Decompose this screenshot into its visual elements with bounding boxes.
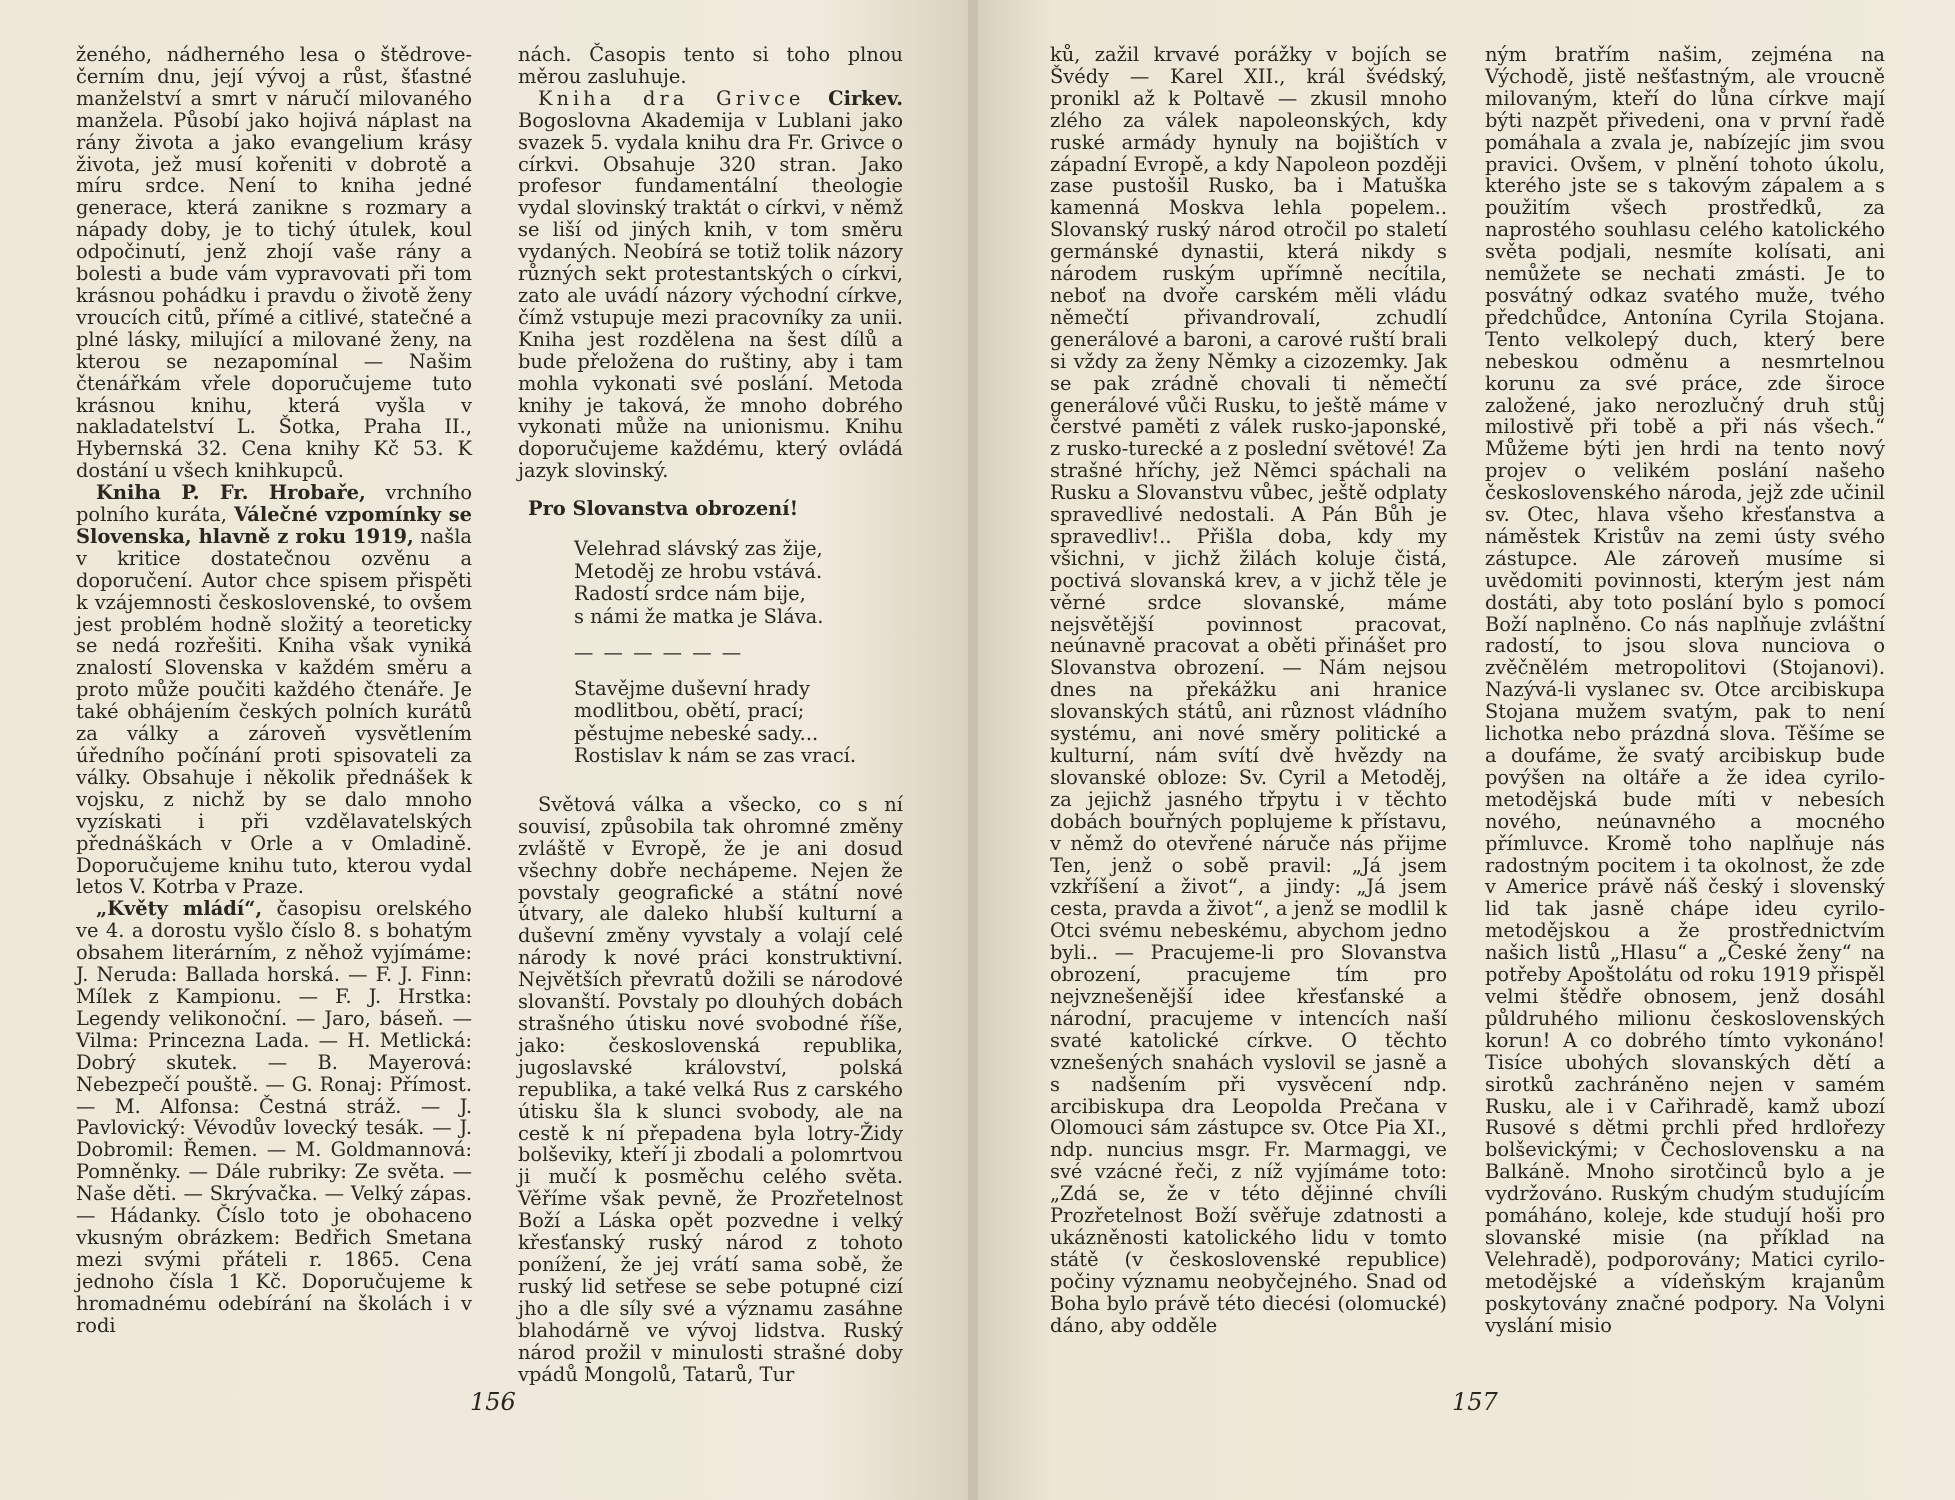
paragraph: ným bratřím našim, zejména na Východě, jistě nešťastným, ale vroucně milovaným, kteří do lůna církve mají býti nazpět přivedeni, ona v první řadě pomáhala a zvala je, nabízejíc jim svou pravici. Ovšem, v plnění tohoto úkolu, kterého jste se s takovým zápalem a s použitím všech prostředků, za naprostého souhlasu celého katolického světa podjali, nesmíte kolísati, ani nemůžete se nechati zmásti. Je to posvátný odkaz svatého muže, tvého předchůdce, Antonína Cyrila Stojana. Tento velkolepý duch, který bere nebeskou odměnu a nesmrtelnou korunu za své práce, zde široce založené, jako nerozlučný druh stůj milostivě při tobě a při nás všech.“ Můžeme býti jen hrdi na tento nový projev o velikém poslání našeho československého národa, jejž zde učinil sv. Otec, hlava všeho křesťanstva a náměstek Kristův na zemi ústy svého zástupce. Ale zároveň musíme si uvědomiti povinnosti, kterým jest nám dostáti, aby toto poslání bylo s pomocí Boží naplněno. Co nás naplňuje zvláštní radostí, to jsou slova nunciova o zvěčnělém metropolitovi (Stojanovi). Nazývá-li vyslanec sv. Otce arcibiskupa Stojana mužem svatým, pak to není lichotka nebo prázdná slova. Těšíme se a doufáme, že svatý arcibiskup bude povýšen na oltáře a že idea cyrilo-metodějská bude míti v nebesích nového, neúnavného a mocného přímluvce. Kromě toho naplňuje nás radostným pocitem i ta okolnost, že zde v Americe právě náš český i slovenský lid tak jasně chápe ideu cyrilo-metodějskou a že prostřednictvím našich listů „Hlasu“ a „České ženy“ na potřeby Apoštolátu od roku 1919 přispěl velmi štědře obnosem, jenž dosáhl půldruhého milionu československých korun! A co dobrého tímto vykonáno! Tisíce ubohých slovanských dětí a sirotků zachráněno nejen v samém Rusku, ale i v Cařihradě, kamž ubozí Rusové s dětmi prchli před hrdlořezy bolševickými; v Čechoslovensku a na Balkáně. Mnoho sirotčinců bylo a je vydržováno. Ruským chudým studujícím pomáháno, koleje, kde studují hoši pro slovanské misie (na příklad na Velehradě), podporovány; Matici cyrilo-metodějské a vídeňským krajanům poskytovány značné podpory. Na Volyni vyslání misio	[1485, 43, 1885, 1337]
page-number: 156	[470, 1388, 516, 1416]
left-page-column-2	[518, 44, 903, 1385]
text: časopisu orelského ve 4. a dorostu vyšlo číslo 8. s bohatým obsahem literárním, z něhož vyjímáme: J. Neruda: Ballada horská. — F. J. Finn: Mílek z Kampionu. — F. J. Hrstka: Legendy velikonoční. — Jaro, báseň. — Vilma: Princezna Lada. — H. Metlická: Dobrý skutek. — B. Mayerová: Nebezpečí pouště. — G. Ronaj: Přímost. — M. Alfonsa: Čestná stráž. — J. Pavlovický: Vévodův lovecký tesák. — J. Dobromil: Řemen. — M. Goldmannová: Pomněnky. — Dále rubriky: Ze světa. — Naše děti. — Skrývačka. — Velký zápas. — Hádanky. Číslo toto je obohaceno vkusným obrázkem: Bedřich Smetana mezi svými přáteli r. 1865. Cena jednoho čísla 1 Kč. Doporučujeme k hromadnému odebírání na školách i v rodi	[76, 897, 472, 1337]
bold-text: „Květy mládí“,	[96, 897, 263, 921]
poem-line: Stavějme duševní hrady	[574, 676, 810, 700]
page-number: 157	[1452, 1388, 1498, 1416]
spaced-text: Kniha dra Grivce	[538, 86, 805, 110]
poem-stanza-2	[574, 678, 903, 768]
paragraph: ků, zažil krvavé porážky v bojích se Švédy — Karel XII., král švédský, pronikl až k Poltavě — zkusil mnoho zlého za válek napoleonských, kdy ruské armády hynuly na bojištích v západní Evropě, a kdy Napoleon později zase pustošil Rusko, ba i Matuška kamenná Moskva lehla popelem.. Slovanský ruský národ otročil po staletí germánské dynastii, která nikdy s národem ruským upřímně necítila, neboť na dvoře carském měli vládu němečtí přivandrovalí, zchudlí generálové a baroni, a carové ruští brali si vždy za ženy Němky a cizozemky. Jak se pak zrádně chovali ti němečtí generálové vůči Rusku, to ještě máme v čerstvé paměti z válek rusko-japonské, z rusko-turecké a z poslední světové! Za strašné hříchy, jež Němci spáchali na Rusku a Slovanstvu vůbec, ještě odplaty spravedlivé nedostali. A Pán Bůh je spravedliv!.. Přišla doba, kdy my všichni, v jichž žilách koluje čistá, poctivá slovanská krev, a v jichž těle je věrné srdce slovanské, máme nejsvětější povinnost pracovat, neúnavně pracovat a oběti přinášet pro Slovanstva obrození. — Nám nejsou dnes na překážku ani hranice slovanských států, ani různost vládního systému, ani nové směry politické a kulturní, nám svítí dvě hvězdy na slovanské obloze: Sv. Cyril a Metoděj, za jejichž jasného třpytu i v těchto dobách bouřných poplujeme k přístavu, v němž do otevřené náruče nás přijme Ten, jenž o sobě pravil: „Já jsem vzkříšení a život“, a jindy: „Já jsem cesta, pravda a život“, a jenž se modlil k Otci svému nebeskému, abychom jedno byli.. — Pracujeme-li pro Slovanstva obrození, pracujeme tím pro nejvznešenější idee křesťanské a národní, pracujeme v intencích naší svaté katolické církve. O těchto vznešených snahách vyslovil se jasně a s nadšením při vysvěcení ndp. arcibiskupa dra Leopolda Prečana v Olomouci sám zástupce sv. Otce Pia XI., ndp. nuncius msgr. Fr. Marmaggi, ve své vzácné řeči, z níž vyjímáme toto: „Zdá se, že v této dějinné chvíli Prozřetelnost Boží svěřuje zdatnosti a ukázněnosti katolického lidu v tomto státě (v československé republice) počiny významu neobyčejného. Snad od Boha bylo právě této diecési (olomucké) dáno, aby odděle	[1050, 43, 1447, 1337]
dash-separator: — — — — — —	[574, 641, 744, 665]
text: našla v kritice dostatečnou ozvěnu a doporučení. Autor chce spisem přispěti k vzájemnosti československé, to ovšem jest problém hodně složitý a teoreticky se nedá rozřešiti. Kniha však vyniká znalostí Slovenska v každém směru a proto může poučiti každého čtenáře. Je také obhájením českých polních kurátů za války a zároveň vysvětlením úředního počínání proti spisovateli za války. Obsahuje i několik přednášek k vojsku, z nichž by se dalo mnoho vyzískati i při vzdělavatelských přednáškách v Orle a v Omladině. Doporučujeme knihu tuto, kterou vydal letos V. Kotrba v Praze.	[76, 524, 472, 899]
poem-line: Rostislav k nám se zas vrací.	[574, 744, 857, 768]
poem-line: Velehrad slávský zas žije,	[574, 537, 823, 561]
paragraph	[518, 88, 903, 482]
bold-text: Válečné vzpomínky se Slovenska, hlavně z roku 1919,	[76, 503, 472, 548]
spacer	[518, 768, 903, 794]
section-heading: Pro Slovanstva obrození!	[528, 497, 799, 521]
text: Bogoslovna Akademija v Lublani jako svazek 5. vydala knihu dra Fr. Grivce o církvi. Obsahuje 320 stran. Jako profesor fundamentální theologie vydal slovinský traktát o církvi, v němž se liší od jiných knih, v tom směru vydaných. Neobírá se totiž tolik názory různých sekt protestantských o církvi, zato ale uvádí názory východní církve, čímž vstupuje mezi pracovníky za unii. Kniha jest rozdělena na šest dílů a bude přeložena do ruštiny, aby i tam mohla vykonati své poslání. Metoda knihy je taková, že mnoho dobrého vykonati může na unionismu. Knihu doporučujeme každému, který ovládá jazyk slovinský.	[518, 108, 903, 483]
paragraph: nách. Časopis tento si toho plnou měrou zasluhuje.	[518, 43, 903, 88]
paragraph	[76, 482, 472, 898]
poem-line: modlitbou, obětí, prací;	[574, 699, 805, 723]
right-page-column-1	[1050, 44, 1447, 1336]
paragraph: Světová válka a všecko, co s ní souvisí, způsobila tak ohromné změny zvláště v Evropě, že je ani dosud všechny dobře nechápeme. Nejen že povstaly geografické a státní nové útvary, ale daleko hlubší kulturní a duševní změny vyvstaly a volají celé národy k nové práci konstruktivní. Největších převratů dožili se národové slovanští. Povstaly po dlouhých dobách strašného útisku nové svobodné říše, jako: československá republika, jugoslavské království, polská republika, a také velká Rus z carského útisku šla k slunci svobody, ale na cestě k ní přepadena byla lotry-Židy bolševiky, kteří ji zbodali a polomrtvou ji mučí k posměchu celého světa. Věříme však pevně, že Prozřetelnost Boží a Láska opět pozvedne i velký křesťanský ruský národ z tohoto ponížení, že jej vrátí sama sobě, že ruský lid setřese se sebe potupné cizí jho a dle síly své a významu zasáhne blahodárně ve vývoj lidstva. Ruský národ prožil v minulosti strašné doby vpádů Mongolů, Tatarů, Tur	[518, 792, 903, 1386]
poem-line: s námi že matka je Sláva.	[574, 604, 824, 628]
paragraph	[76, 898, 472, 1336]
book-gutter	[968, 0, 978, 1500]
poem-line: Radostí srdce nám bije,	[574, 582, 806, 606]
bold-text: Kniha P. Fr. Hrobaře,	[96, 481, 366, 505]
bold-text: Cirkev.	[828, 86, 903, 110]
poem-line: pěstujme nebeské sady...	[574, 721, 819, 745]
poem-line: Metoděj ze hrobu vstává.	[574, 559, 823, 583]
poem-stanza-1	[574, 538, 903, 628]
right-page-column-2	[1485, 44, 1885, 1336]
left-page-column-1	[76, 44, 472, 1336]
text: vrchního polního kuráta,	[76, 481, 472, 527]
paragraph: ženého, nádherného lesa o štědrovečerním dnu, její vývoj a růst, šťastné manželství a smrt v náručí milovaného manžela. Působí jako hojivá náplast na rány života a jako evangelium krásy života, jež musí kořeniti v dobrotě a míru srdce. Není to kniha jedné generace, která zanikne s rozmary a nápady doby, je to tichý útulek, koul odpočinutí, jenž zhojí vaše rány a bolesti a bude vám vypravovati při tom krásnou pohádku i pravdu o životě ženy vroucích citů, přímé a citlivé, statečné a plné lásky, milující a milované ženy, na kterou se nezapomínal — Našim čtenářkám vřele doporučujeme tuto krásnou knihu, která vyšla v nakladatelství L. Šotka, Praha II., Hybernská 32. Cena knihy Kč 53. K dostání u všech knihkupců.	[76, 43, 472, 483]
